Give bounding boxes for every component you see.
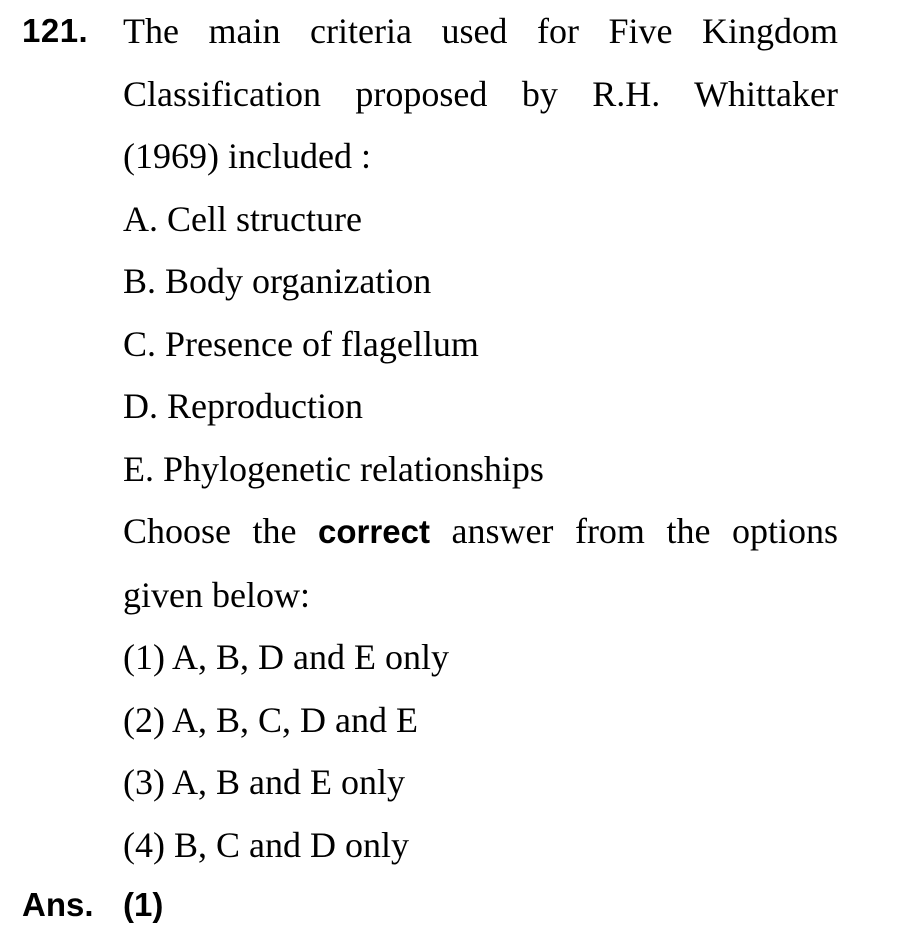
instruction <box>123 500 838 626</box>
option-2: (2) A, B, C, D and E <box>123 699 418 740</box>
instruction-emphasis: correct <box>318 513 430 550</box>
statement-d: D. Reproduction <box>123 386 363 426</box>
statement-b: B. Body organization <box>123 261 432 301</box>
option-3: (3) A, B and E only <box>123 762 405 802</box>
option-list <box>123 626 838 876</box>
statement-c: C. Presence of flagellum <box>123 323 479 364</box>
statement-a: A. Cell structure <box>123 198 362 239</box>
instruction-text-after: answer from the options given below: <box>123 511 838 615</box>
answer-label: Ans. <box>22 886 94 923</box>
statement-e: E. Phylogenetic relationships <box>123 448 544 489</box>
statement-list <box>123 188 838 501</box>
answer-value: (1) <box>123 886 164 923</box>
question-number: 121. <box>22 12 89 49</box>
option-4: (4) B, C and D only <box>123 824 409 865</box>
question-body <box>123 0 838 876</box>
option-1: (1) A, B, D and E only <box>123 637 449 677</box>
answer-line <box>22 873 163 936</box>
instruction-text-before: Choose the <box>123 511 319 551</box>
question-stem: The main criteria used for Five Kingdom Classification proposed by R.H. Whittaker (1969) included : <box>123 11 838 176</box>
